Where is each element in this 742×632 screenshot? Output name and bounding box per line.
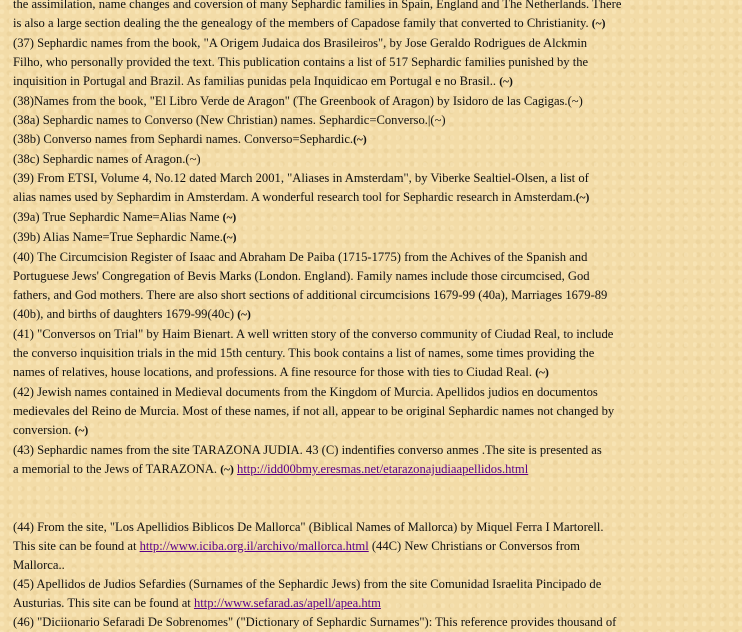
tilde-marker: (~) <box>74 425 89 437</box>
document-body <box>13 0 737 632</box>
text-line <box>13 92 737 111</box>
line-text: This site can be found at <box>13 539 140 553</box>
line-text: (40) The Circumcision Register of Isaac and Abraham De Paiba (1715-1775) from the Achives of the Spanish and <box>13 250 588 264</box>
line-text: (42) Jewish names contained in Medieval documents from the Kingdom of Murcia. Apellidos judios en documentos <box>13 385 598 399</box>
line-text: is also a large section dealing the the genealogy of the members of Capadose family that converted to Christianity. <box>13 16 592 30</box>
text-line <box>13 208 737 228</box>
text-line <box>13 344 737 363</box>
text-line <box>13 111 737 130</box>
text-line <box>13 460 737 480</box>
line-text: Mallorca.. <box>13 558 65 572</box>
line-text: Filho, who personally provided the text. This publication contains a list of 517 Sephardic families punished by the <box>13 55 589 69</box>
line-text: Austurias. This site can be found at <box>13 596 194 610</box>
tilde-marker: (~) <box>535 367 549 379</box>
text-line <box>13 305 737 325</box>
tilde-marker: (~) <box>222 232 237 244</box>
line-text: inquisition in Portugal and Brazil. As familias punidas pela Inquidicao em Portugal e no Brasil.. <box>13 74 500 88</box>
text-line <box>13 248 737 267</box>
line-text: (46) "Diciionario Sefaradi De Sobrenomes" ("Dictionary of Sephardic Surnames"): This reference provides thousand of <box>13 615 617 629</box>
line-text: (38)Names from the book, "El Libro Verde de Aragon" (The Greenbook of Aragon) by Isidoro de las Cagigas.(~) <box>13 94 583 108</box>
line-text-after: (44C) New Christians or Conversos from <box>368 539 580 553</box>
text-line <box>13 0 737 14</box>
text-line <box>13 594 737 613</box>
text-line <box>13 286 737 305</box>
text-line <box>13 518 737 537</box>
line-text: the assimilation, name changes and coversion of many Sephardic families in Spain, England and The Netherlands. There <box>13 0 622 11</box>
line-text: (37) Sephardic names from the book, "A Origem Judaica dos Brasileiros", by Jose Geraldo Rodrigues de Alckmin <box>13 36 588 50</box>
line-text: (38a) Sephardic names to Converso (New Christian) names. Sephardic=Converso.|(~) <box>13 113 446 127</box>
line-text: alias names used by Sephardim in Amsterdam. A wonderful research tool for Sephardic research in Amsterdam. <box>13 190 576 204</box>
text-line <box>13 53 737 72</box>
hyperlink[interactable]: http://www.iciba.org.il/archivo/mallorca.html <box>139 539 369 553</box>
text-line <box>13 421 737 441</box>
line-text: (43) Sephardic names from the site TARAZONA JUDIA. 43 (C) indentifies converso anmes .The site is presented as <box>13 443 602 457</box>
text-line <box>13 325 737 344</box>
line-text: (39) From ETSI, Volume 4, No.12 dated March 2001, "Aliases in Amsterdam", by Viberke Sealtiel-Olsen, a list of <box>13 171 589 185</box>
hyperlink[interactable]: http://www.sefarad.as/apell/apea.htm <box>193 596 381 610</box>
line-text: names of relatives, house locations, and professions. A fine resource for those with ties to Ciudad Real. <box>13 365 536 379</box>
line-text: (41) "Conversos on Trial" by Haim Bienart. A well written story of the converso community of Ciudad Real, to include <box>13 327 614 341</box>
tilde-marker: (~) <box>499 76 513 88</box>
line-text: (45) Apellidos de Judios Sefardies (Surnames of the Sephardic Jews) from the site Comunidad Israelita Pincipado de <box>13 577 602 591</box>
text-line <box>13 34 737 53</box>
tilde-marker: (~) <box>575 192 590 204</box>
text-line <box>13 363 737 383</box>
text-line <box>13 556 737 575</box>
line-text: (39a) True Sephardic Name=Alias Name <box>13 210 223 224</box>
text-line <box>13 169 737 188</box>
tilde-marker: (~) <box>220 464 234 476</box>
text-line <box>13 383 737 402</box>
paragraph-gap <box>13 480 737 518</box>
text-line <box>13 402 737 421</box>
text-line <box>13 537 737 556</box>
text-line <box>13 14 737 34</box>
line-text: (38c) Sephardic names of Aragon.(~) <box>13 152 201 166</box>
line-text: (44) From the site, "Los Apellidios Biblicos De Mallorca" (Biblical Names of Mallorca) by Miquel Ferra I Martorell. <box>13 520 604 534</box>
text-line <box>13 150 737 169</box>
text-line <box>13 228 737 248</box>
line-text: Portuguese Jews' Congregation of Bevis Marks (London. England). Family names include those circumcised, God <box>13 269 590 283</box>
text-line <box>13 130 737 150</box>
line-text: a memorial to the Jews of TARAZONA. <box>13 462 221 476</box>
line-text: (40b), and births of daughters 1679-99(40c) <box>13 307 238 321</box>
hyperlink[interactable]: http://idd00bmy.eresmas.net/etarazonajudiaapellidos.html <box>237 462 529 476</box>
tilde-marker: (~) <box>353 134 367 146</box>
tilde-marker: (~) <box>591 18 606 30</box>
line-text: conversion. <box>13 423 75 437</box>
line-text: fathers, and God mothers. There are also short sections of additional circumcisions 1679-99 (40a), Marriages 1679-89 <box>13 288 608 302</box>
text-line <box>13 441 737 460</box>
tilde-marker: (~) <box>237 309 251 321</box>
line-text: (39b) Alias Name=True Sephardic Name. <box>13 230 223 244</box>
text-line <box>13 613 737 632</box>
text-line <box>13 188 737 208</box>
text-line <box>13 72 737 92</box>
line-text: (38b) Converso names from Sephardi names. Converso=Sephardic. <box>13 132 354 146</box>
line-text: medievales del Reino de Murcia. Most of these names, if not all, appear to be original Sephardic names not changed by <box>13 404 615 418</box>
text-line <box>13 575 737 594</box>
tilde-marker: (~) <box>222 212 237 224</box>
text-line <box>13 267 737 286</box>
line-text: the converso inquisition trials in the mid 15th century. This book contains a list of names, some times providing the <box>13 346 595 360</box>
